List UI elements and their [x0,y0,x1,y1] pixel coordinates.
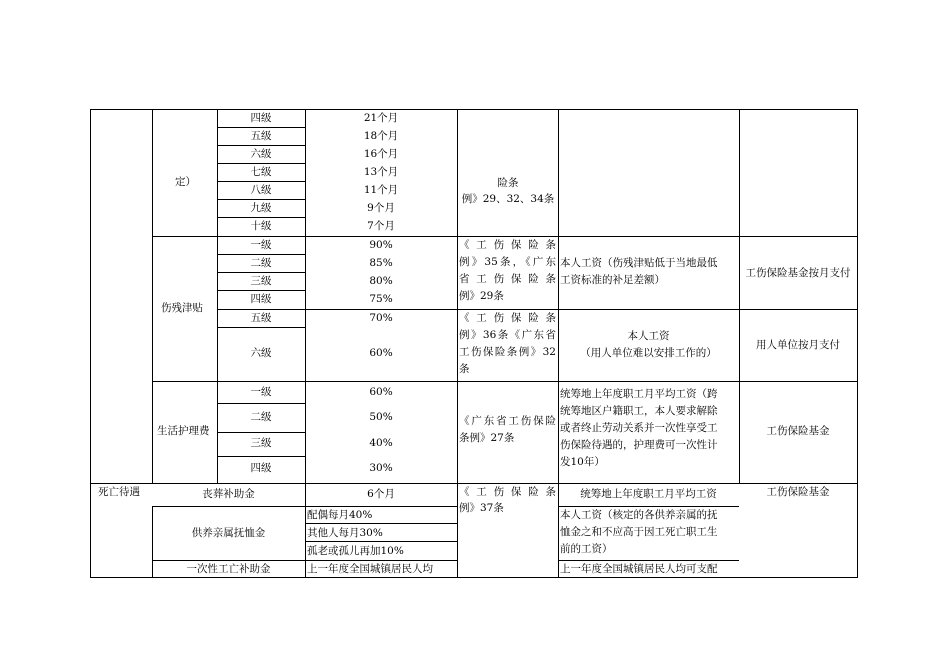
row-divider [217,327,305,328]
amount-cell: 配偶每月40% [307,509,373,521]
amount-cell: 16个月 [363,148,399,160]
level-cell: 四级 [250,293,272,305]
legal-basis: 例》35条，《广东 [459,256,556,268]
row-divider [217,456,305,457]
level-cell: 五级 [250,312,272,324]
category-label-continued: 定） [175,176,196,188]
legal-basis: 例》29条 [459,290,504,302]
level-cell: 二级 [250,257,272,269]
amount-cell: 7个月 [367,220,395,232]
amount-cell: 80% [369,275,393,287]
table-border-left [90,109,91,578]
row-divider [217,403,305,404]
row-divider [305,541,458,542]
legal-basis: 险条 [497,177,519,189]
payer: 工伤保险基金 [766,486,830,498]
payer: 工伤保险基金按月支付 [745,267,851,279]
calc-base: 统筹地上年度职工月平均工资（跨 [560,388,718,400]
level-cell: 九级 [250,202,272,214]
table-border-top [90,109,858,110]
row-divider [217,254,305,255]
legal-basis: 《广东省工伤保险 [459,415,556,427]
allowance-label: 伤残津贴 [161,302,203,314]
level-cell: 三级 [250,437,272,449]
nursing-label: 生活护理费 [157,425,210,437]
legal-basis: 例》37条 [459,502,504,514]
death-label: 死亡待遇 [98,486,140,498]
level-cell: 二级 [250,411,272,423]
row-divider [217,432,305,433]
level-cell: 一级 [250,239,272,251]
payer: 用人单位按月支付 [756,339,840,351]
legal-basis: 《工伤保险条 [459,486,556,498]
legal-basis: 例》29、32、34条 [461,193,555,205]
row-divider [217,163,305,164]
legal-basis: 条例》27条 [459,432,515,444]
amount-cell: 50% [369,411,393,423]
level-cell: 四级 [250,462,272,474]
funeral-label: 丧葬补助金 [202,488,255,500]
level-cell: 三级 [250,275,272,287]
amount-cell: 11个月 [363,184,399,196]
calc-base: 统筹地区户籍职工，本人要求解除 [560,405,718,417]
row-divider [558,560,739,561]
legal-basis: 《工伤保险条 [459,239,556,251]
row-divider [217,181,305,182]
legal-basis: 《工伤保险条 [459,312,556,324]
funeral-amount: 6个月 [367,488,395,500]
calc-base: 恤金之和不应高于因工死亡职工生 [560,526,718,538]
table-border-bottom [90,577,858,578]
row-divider [217,309,858,310]
legal-basis: 工伤保险条例》32 [459,346,556,358]
calc-base: （用人单位难以安排工作的） [580,347,717,359]
calc-base: 统筹地上年度职工月平均工资 [580,488,717,500]
legal-basis: 例》36条《广东省 [459,329,556,341]
amount-cell: 75% [369,293,393,305]
amount-cell: 90% [369,239,393,251]
calc-base: 本人工资（核定的各供养亲属的抚 [560,509,718,521]
row-divider [90,483,858,484]
amount-cell: 21个月 [363,112,399,124]
calc-base: 伤保险待遇的，护理费可一次性计 [560,439,718,451]
col-divider [305,109,306,578]
legal-basis: 省工伤保险条 [459,273,556,285]
calc-base: 本人工资 [627,330,670,342]
amount-cell: 30% [369,462,393,474]
payer: 工伤保险基金 [766,425,830,437]
calc-base: 上一年度全国城镇居民人均可支配 [560,563,718,575]
calc-base: 前的工资） [560,543,613,555]
table-border-right [857,109,858,578]
row-divider [217,127,305,128]
amount-cell: 60% [369,347,393,359]
calc-base: 发10年） [560,456,605,468]
pension-label: 供养亲属抚恤金 [191,527,266,539]
level-cell: 六级 [250,347,272,359]
level-cell: 六级 [250,148,272,160]
row-divider [152,560,458,561]
level-cell: 五级 [250,130,272,142]
row-divider [217,199,305,200]
amount-cell: 13个月 [363,166,399,178]
calc-base: 或者终止劳动关系并一次性享受工 [560,422,718,434]
lump-sum-label: 一次性工亡补助金 [186,563,271,575]
calc-base: 本人工资（伤残津贴低于当地最低 [560,257,718,269]
amount-cell: 9个月 [367,202,395,214]
amount-cell: 70% [369,312,393,324]
amount-cell: 孤老或孤儿再加10% [307,545,404,557]
col-divider [152,109,153,483]
row-divider [217,290,305,291]
level-cell: 四级 [250,112,272,124]
level-cell: 十级 [250,220,272,232]
calc-base: 工资标准的补足差额） [560,274,665,286]
level-cell: 七级 [250,166,272,178]
amount-cell: 60% [369,386,393,398]
col-divider [558,109,559,578]
row-divider [217,217,305,218]
row-divider [152,506,458,507]
amount-cell: 上一年度全国城镇居民人均 [307,563,433,575]
row-divider [217,145,305,146]
row-divider [217,272,305,273]
level-cell: 八级 [250,184,272,196]
row-divider [305,523,458,524]
legal-basis: 条 [459,363,470,375]
amount-cell: 18个月 [363,130,399,142]
level-cell: 一级 [250,386,272,398]
row-divider [152,236,858,237]
row-divider [558,506,739,507]
amount-cell: 40% [369,437,393,449]
amount-cell: 85% [369,257,393,269]
amount-cell: 其他人每月30% [307,527,383,539]
row-divider [152,381,858,382]
